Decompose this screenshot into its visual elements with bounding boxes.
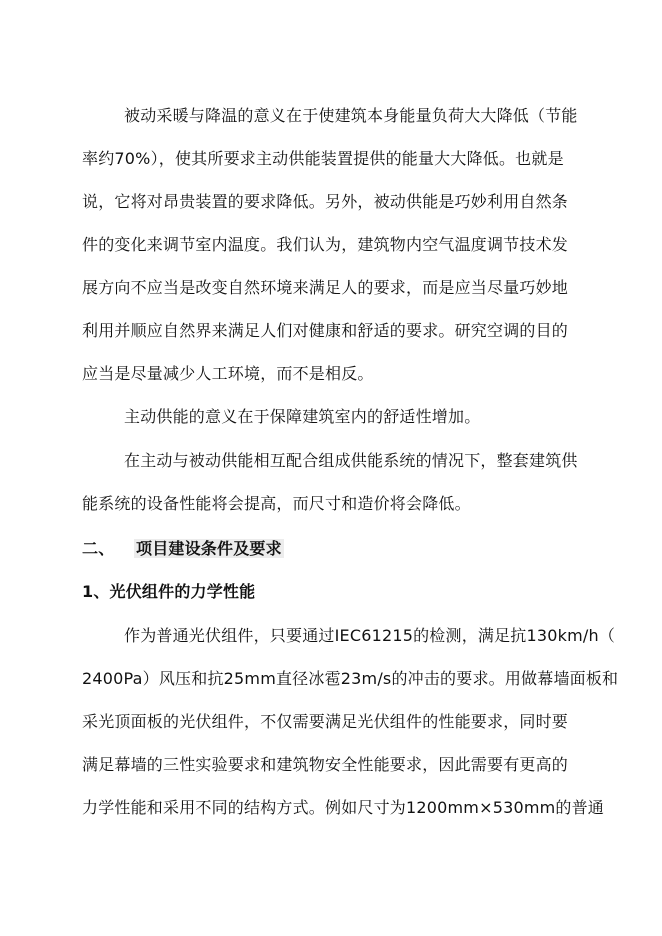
paragraph-line: 主动供能的意义在于保障建筑室内的舒适性增加。 [124,407,481,426]
paragraph-line: 采光顶面板的光伏组件，不仅需要满足光伏组件的性能要求，同时要 [82,712,569,731]
paragraph-line: 能系统的设备性能将会提高，而尺寸和造价将会降低。 [82,494,471,513]
paragraph-line: 在主动与被动供能相互配合组成供能系统的情况下，整套建筑供 [124,451,578,470]
subsection-heading: 1、光伏组件的力学性能 [82,582,256,601]
paragraph-line: 2400Pa）风压和抗25mm直径冰雹23m/s的冲击的要求。用做幕墙面板和 [82,669,619,688]
paragraph-line: 应当是尽量减少人工环境，而不是相反。 [82,364,374,383]
section-number: 二、 [82,539,115,558]
paragraph-line: 件的变化来调节室内温度。我们认为，建筑物内空气温度调节技术发 [82,235,569,254]
section-heading [82,539,284,559]
paragraph-line: 展方向不应当是改变自然环境来满足人的要求，而是应当尽量巧妙地 [82,278,569,297]
paragraph-line: 率约70%），使其所要求主动供能装置提供的能量大大降低。也就是 [82,149,564,168]
paragraph-line: 满足幕墙的三性实验要求和建筑物安全性能要求，因此需要有更高的 [82,755,569,774]
paragraph-line: 利用并顺应自然界来满足人们对健康和舒适的要求。研究空调的目的 [82,321,569,340]
section-title: 项目建设条件及要求 [136,539,282,558]
paragraph-line: 作为普通光伏组件，只要通过IEC61215的检测，满足抗130km/h（ [124,626,616,645]
paragraph-line: 力学性能和采用不同的结构方式。例如尺寸为1200mm×530mm的普通 [82,798,605,817]
paragraph-line: 被动采暖与降温的意义在于使建筑本身能量负荷大大降低（节能 [124,106,578,125]
paragraph-line: 说，它将对昂贵装置的要求降低。另外，被动供能是巧妙利用自然条 [82,192,569,211]
